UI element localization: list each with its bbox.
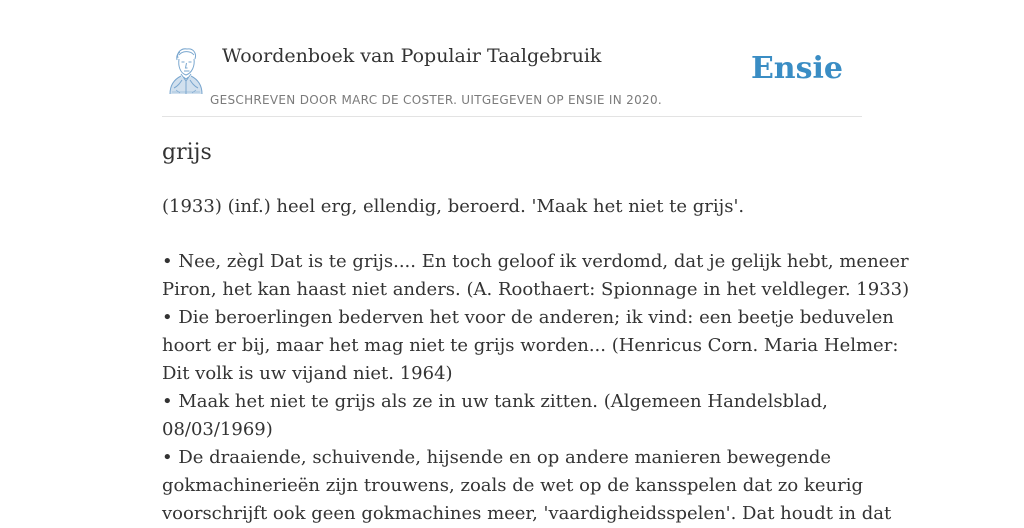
book-title[interactable]: Woordenboek van Populair Taalgebruik: [222, 45, 602, 67]
quote-item: [162, 388, 882, 444]
quote-line: • Maak het niet te grijs als ze in uw tank zitten. (Algemeen Handelsblad,: [162, 391, 828, 412]
quote-line: voorschrijft ook geen gokmachines meer, 'vaardigheidsspelen'. Dat houdt in dat: [162, 503, 892, 524]
dictionary-header: [162, 0, 862, 117]
quote-line: gokmachinerieën zijn trouwens, zoals de wet op de kansspelen dat zo keurig: [162, 475, 864, 496]
entry-quotes: [162, 248, 910, 528]
book-author-info: GESCHREVEN DOOR MARC DE COSTER. UITGEGEVEN OP ENSIE IN 2020.: [210, 93, 662, 107]
entry-word-title: grijs: [162, 140, 212, 165]
quote-line: 08/03/1969): [162, 419, 273, 440]
quote-line: Dit volk is uw vijand niet. 1964): [162, 363, 453, 384]
ensie-logo-link[interactable]: Ensie: [750, 51, 843, 86]
quote-line: • Die beroerlingen bederven het voor de anderen; ik vind: een beetje beduvelen: [162, 307, 894, 328]
content-column: [162, 0, 910, 524]
quote-item: [162, 248, 910, 304]
quote-item: [162, 444, 892, 528]
quote-line: • Nee, zègl Dat is te grijs.... En toch geloof ik verdomd, dat je gelijk hebt, meneer: [162, 251, 909, 272]
definition-text: (1933) (inf.) heel erg, ellendig, beroerd. 'Maak het niet te grijs'.: [162, 196, 745, 217]
quote-item: [162, 304, 899, 388]
entry-definition: [162, 193, 882, 221]
quote-line: Piron, het kan haast niet anders. (A. Roothaert: Spionnage in het veldleger. 1933): [162, 279, 910, 300]
quote-line: hoort er bij, maar het mag niet te grijs worden... (Henricus Corn. Maria Helmer:: [162, 335, 899, 356]
author-portrait-icon: [164, 46, 208, 96]
quote-line: • De draaiende, schuivende, hijsende en op andere manieren bewegende: [162, 447, 832, 468]
